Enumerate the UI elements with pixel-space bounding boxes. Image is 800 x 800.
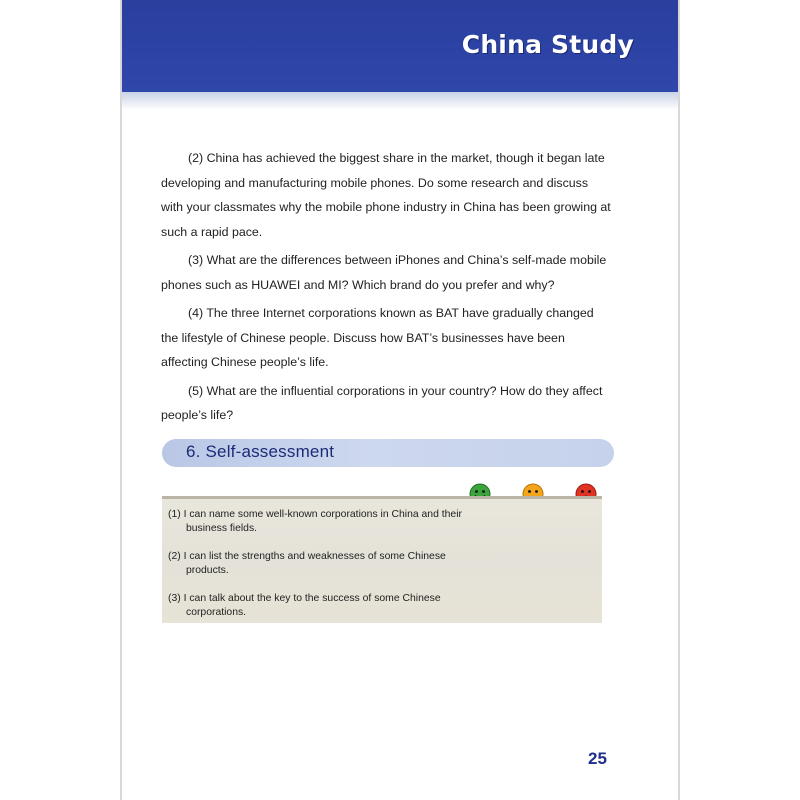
- self-assessment-table: [162, 496, 602, 623]
- header-fade: [122, 92, 678, 110]
- question-5: (5) What are the influential corporations in your country? How do they affect people’s life?: [161, 383, 603, 422]
- section-header: [162, 439, 614, 467]
- question-2: (2) China has achieved the biggest share in the market, though it began late developing and manufacturing mobile phones. Do some research and discuss with your classmates why the mobile phone industry in China has been growing at such a rapid pace.: [161, 151, 611, 239]
- header-title: China Study: [461, 30, 634, 59]
- book-page: [122, 0, 678, 800]
- page-number: 25: [588, 749, 607, 768]
- table-top-border: [162, 496, 602, 499]
- assessment-item-2: (2) I can list the strengths and weaknesses of some Chinese products.: [168, 551, 446, 576]
- assessment-list: [168, 508, 468, 634]
- header-band: [122, 0, 678, 92]
- question-4: (4) The three Internet corporations known as BAT have gradually changed the lifestyle of Chinese people. Discuss how BAT’s businesses have been affecting Chinese people’s life.: [161, 306, 594, 369]
- section-title: 6. Self-assessment: [186, 442, 335, 461]
- assessment-item-1: (1) I can name some well-known corporations in China and their business fields.: [168, 509, 462, 534]
- discussion-questions: [161, 146, 613, 432]
- question-3: (3) What are the differences between iPhones and China’s self-made mobile phones such as HUAWEI and MI? Which brand do you prefer and why?: [161, 253, 607, 292]
- assessment-item-3: (3) I can talk about the key to the success of some Chinese corporations.: [168, 593, 441, 618]
